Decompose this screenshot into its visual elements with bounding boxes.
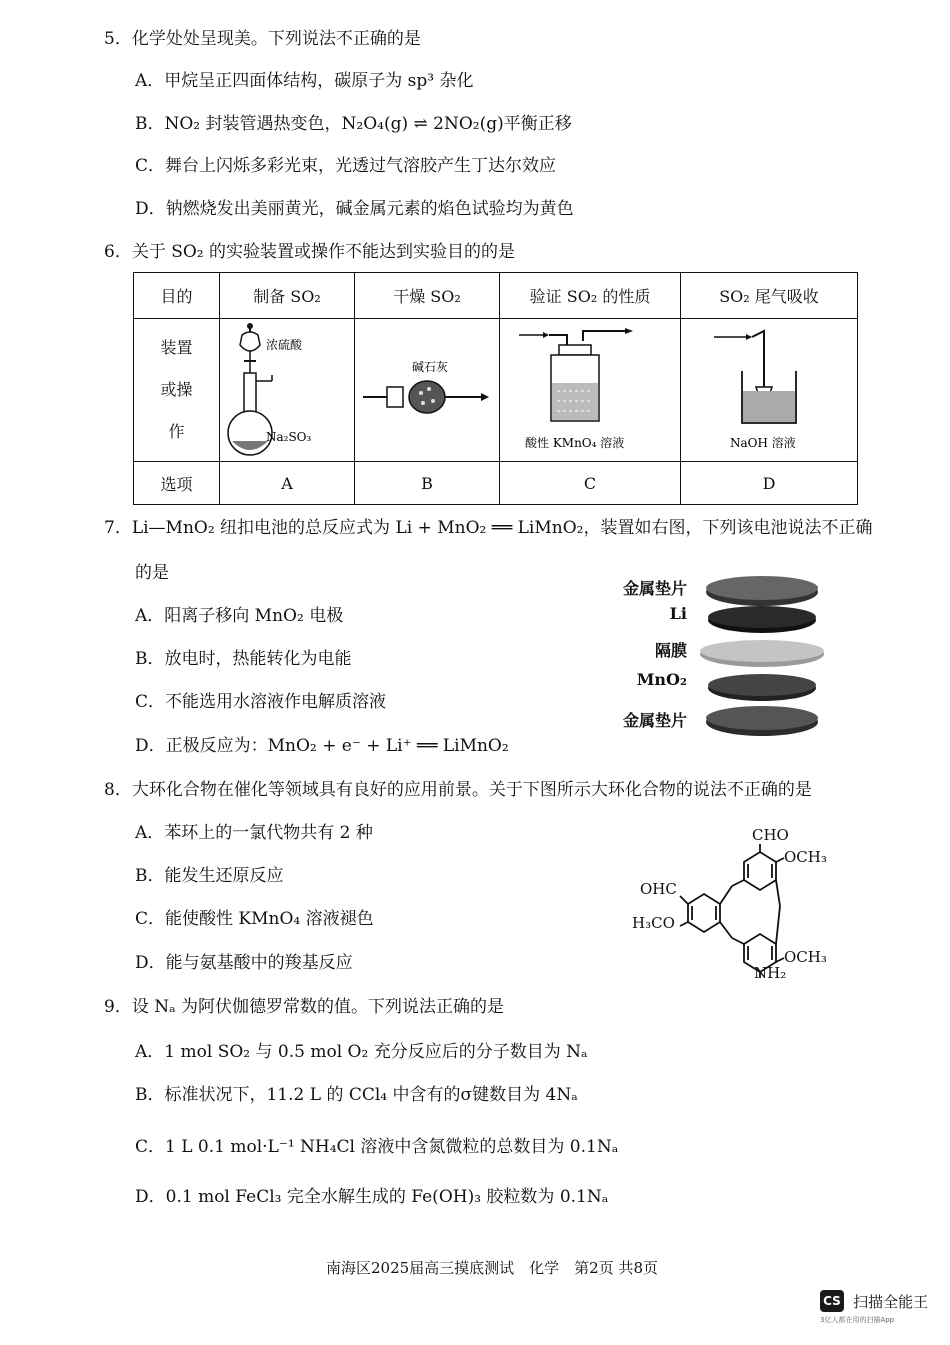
layer-label-li: Li (669, 604, 687, 623)
page-footer: 南海区2025届高三摸底测试 化学 第2页 共8页 (326, 1259, 659, 1277)
label-naoh-solution: NaOH 溶液 (730, 436, 796, 450)
layer-label-top-spacer: 金属垫片 (622, 579, 687, 598)
group-ohc: OHC (640, 880, 677, 898)
label-kmno4-solution: 酸性 KMnO₄ 溶液 (525, 436, 625, 450)
row-header-apparatus-label: 装置或操作 (160, 338, 193, 441)
q5-stem: 5．化学处处呈现美。下列说法不正确的是 (104, 29, 421, 49)
row-header-apparatus (134, 319, 220, 462)
purpose-d: SO₂ 尾气吸收 (681, 273, 858, 319)
q6-apparatus-table (133, 272, 858, 505)
drying-tube-diagram (357, 321, 497, 459)
layer-label-bottom-spacer: 金属垫片 (622, 711, 687, 730)
q5-option-b: B．NO₂ 封装管遇热变色，N₂O₄(g) ⇌ 2NO₂(g)平衡正移 (135, 114, 572, 134)
q9-option-d: D．0.1 mol FeCl₃ 完全水解生成的 Fe(OH)₃ 胶粒数为 0.1Nₐ (135, 1187, 609, 1207)
choice-d: D (681, 462, 858, 505)
q8-option-d: D．能与氨基酸中的羧基反应 (135, 953, 353, 973)
q7-option-a: A．阳离子移向 MnO₂ 电极 (135, 606, 344, 626)
layer-label-mno2: MnO₂ (636, 670, 687, 689)
q9-stem: 9．设 Nₐ 为阿伏伽德罗常数的值。下列说法正确的是 (104, 997, 505, 1017)
q6-stem: 6．关于 SO₂ 的实验装置或操作不能达到实验目的的是 (104, 242, 516, 262)
label-concentrated-acid: 浓硫酸 (266, 338, 303, 352)
label-soda-lime: 碱石灰 (412, 360, 449, 374)
choice-b: B (355, 462, 500, 505)
choice-a: A (220, 462, 355, 505)
q7-option-c: C．不能选用水溶液作电解质溶液 (135, 692, 387, 712)
purpose-a: 制备 SO₂ (220, 273, 355, 319)
q9-option-c: C．1 L 0.1 mol·L⁻¹ NH₄Cl 溶液中含氮微粒的总数目为 0.1Nₐ (135, 1137, 619, 1157)
q5-option-a: A．甲烷呈正四面体结构，碳原子为 sp³ 杂化 (135, 71, 474, 91)
row-header-purpose: 目的 (134, 273, 220, 319)
battery-layers-graphic (700, 570, 830, 750)
camscanner-name: 扫描全能王 (853, 1292, 929, 1311)
choice-c: C (500, 462, 681, 505)
q8-option-a: A．苯环上的一氯代物共有 2 种 (135, 823, 373, 843)
coin-cell-diagram (605, 570, 835, 760)
purpose-b: 干燥 SO₂ (355, 273, 500, 319)
group-nh2: NH₂ (754, 964, 787, 982)
q9-option-b: B．标准状况下，11.2 L 的 CCl₄ 中含有的σ键数目为 4Nₐ (135, 1085, 578, 1105)
q7-option-d: D．正极反应为：MnO₂ + e⁻ + Li⁺ ══ LiMnO₂ (135, 736, 509, 756)
apparatus-d (681, 319, 858, 462)
camscanner-logo: CS (820, 1290, 844, 1312)
apparatus-b (355, 319, 500, 462)
group-och3-bottom: OCH₃ (784, 948, 827, 966)
group-och3-top: OCH₃ (784, 848, 827, 866)
absorption-beaker-diagram (684, 321, 854, 459)
label-sodium-sulfite: Na₂SO₃ (266, 430, 312, 444)
q5-option-c: C．舞台上闪烁多彩光束，光透过气溶胶产生丁达尔效应 (135, 156, 557, 176)
q8-stem: 8．大环化合物在催化等领域具有良好的应用前景。关于下图所示大环化合物的说法不正确的是 (104, 780, 812, 800)
q9-option-a: A．1 mol SO₂ 与 0.5 mol O₂ 充分反应后的分子数目为 Nₐ (135, 1042, 588, 1062)
q7-stem-continued: 的是 (135, 563, 169, 583)
flask-funnel-diagram (222, 321, 352, 459)
macrocycle-structure (628, 822, 838, 992)
apparatus-c (500, 319, 681, 462)
q5-option-d: D．钠燃烧发出美丽黄光，碱金属元素的焰色试验均为黄色 (135, 199, 574, 219)
layer-label-separator: 隔膜 (654, 641, 687, 660)
q7-option-b: B．放电时，热能转化为电能 (135, 649, 352, 669)
gas-washing-bottle-diagram (505, 321, 675, 459)
scanner-watermark (820, 1290, 928, 1325)
group-cho: CHO (752, 826, 789, 844)
q7-stem: 7．Li—MnO₂ 纽扣电池的总反应式为 Li + MnO₂ ══ LiMnO₂，装置如右图，下列该电池说法不正确 (104, 518, 873, 538)
purpose-c: 验证 SO₂ 的性质 (500, 273, 681, 319)
group-h3co: H₃CO (632, 914, 675, 932)
camscanner-tagline: 3亿人都在用的扫描App (820, 1316, 895, 1324)
row-header-choice: 选项 (134, 462, 220, 505)
apparatus-a (220, 319, 355, 462)
q8-option-b: B．能发生还原反应 (135, 866, 284, 886)
q8-option-c: C．能使酸性 KMnO₄ 溶液褪色 (135, 909, 374, 929)
